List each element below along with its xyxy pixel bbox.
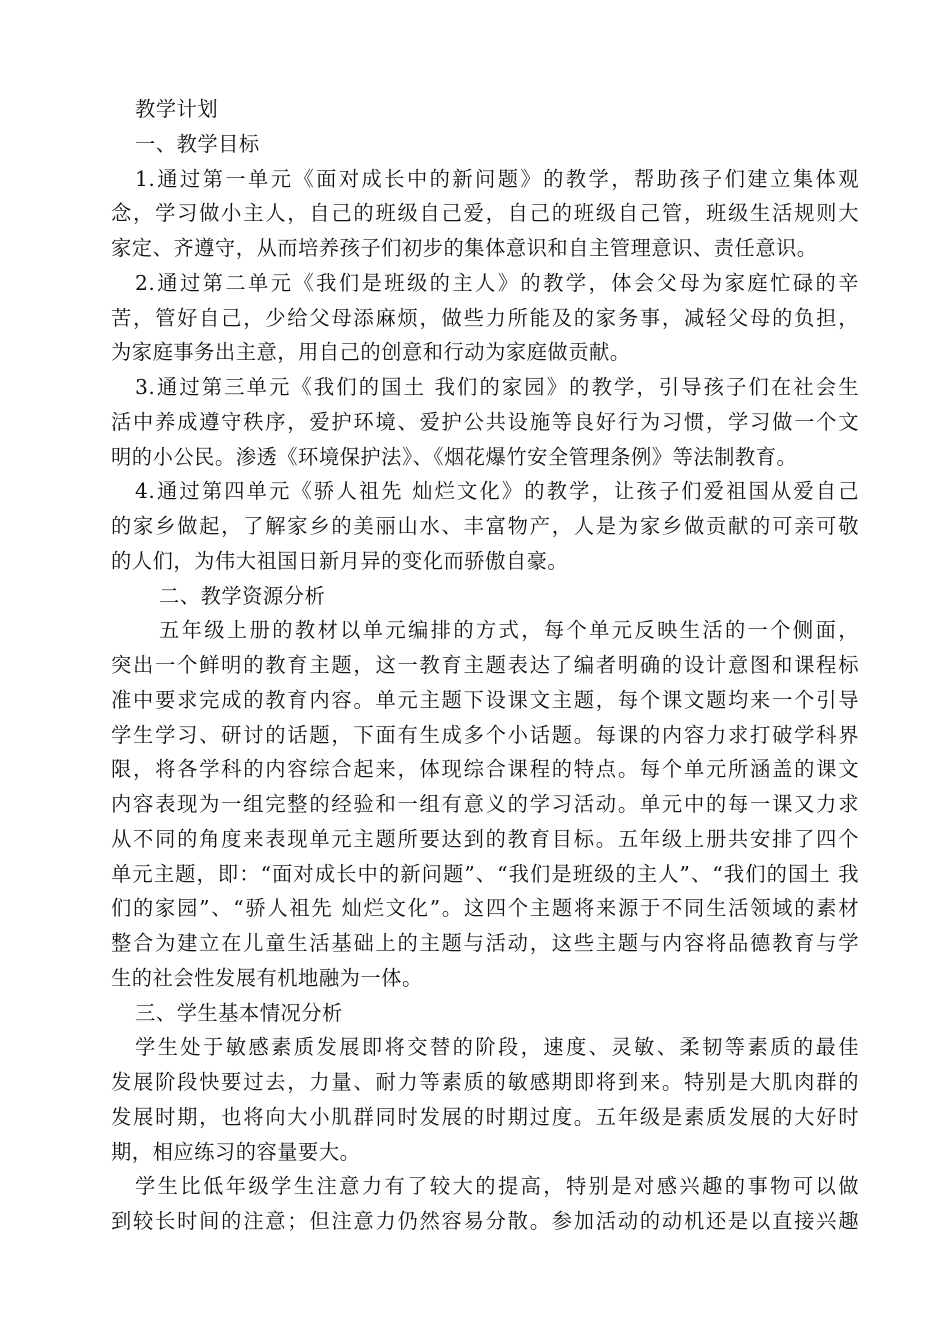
paragraph-line: 从不同的角度来表现单元主题所要达到的教育目标。五年级上册共安排了四个 (111, 826, 859, 851)
paragraph-line: 4.通过第四单元《骄人祖先 灿烂文化》的教学，让孩子们爱祖国从爱自己 (135, 479, 859, 504)
paragraph-line: 发展阶段快要过去，力量、耐力等素质的敏感期即将到来。特别是大肌肉群的 (111, 1070, 859, 1094)
paragraph-line: 学生学习、研讨的话题，下面有生成多个小话题。每课的内容力求打破学科界 (111, 722, 859, 747)
paragraph-line: 单元主题，即：“面对成长中的新问题”、“我们是班级的主人”、“我们的国土 我 (111, 861, 859, 886)
paragraph-line: 学生比低年级学生注意力有了较大的提高，特别是对感兴趣的事物可以做 (135, 1174, 859, 1199)
paragraph-line: 整合为建立在儿童生活基础上的主题与活动，这些主题与内容将品德教育与学 (111, 931, 859, 955)
paragraph-line: 发展时期，也将向大小肌群同时发展的时期过度。五年级是素质发展的大好时 (111, 1104, 859, 1129)
paragraph-line: 苦，管好自己，少给父母添麻烦，做些力所能及的家务事，减轻父母的负担， (111, 305, 859, 330)
section-heading-resources: 二、教学资源分析 (159, 583, 326, 608)
paragraph-line: 3.通过第三单元《我们的国土 我们的家园》的教学，引导孩子们在社会生 (135, 375, 859, 399)
document-body (111, 92, 859, 1239)
paragraph-line: 内容表现为一组完整的经验和一组有意义的学习活动。单元中的每一课又力求 (111, 792, 859, 816)
paragraph-line: 1.通过第一单元《面对成长中的新问题》的教学，帮助孩子们建立集体观 (135, 166, 859, 191)
section-heading-goals: 一、教学目标 (135, 131, 260, 156)
section-heading-students: 三、学生基本情况分析 (135, 1000, 343, 1025)
paragraph-line: 家定、齐遵守，从而培养孩子们初步的集体意识和自主管理意识、责任意识。 (111, 236, 818, 260)
paragraph-line: 念，学习做小主人，自己的班级自己爱，自己的班级自己管，班级生活规则大 (111, 201, 859, 226)
paragraph-line: 的家乡做起，了解家乡的美丽山水、丰富物产，人是为家乡做贡献的可亲可敬 (111, 514, 859, 538)
paragraph-line: 的人们，为伟大祖国日新月异的变化而骄傲自豪。 (111, 548, 569, 573)
paragraph-line: 准中要求完成的教育内容。单元主题下设课文主题，每个课文题均来一个引导 (111, 687, 859, 712)
paragraph-line: 学生处于敏感素质发展即将交替的阶段，速度、灵敏、柔韧等素质的最佳 (135, 1035, 859, 1060)
paragraph-line: 们的家园”、“骄人祖先 灿烂文化”。这四个主题将来源于不同生活领域的素材 (111, 896, 859, 921)
paragraph-line: 到较长时间的注意；但注意力仍然容易分散。参加活动的动机还是以直接兴趣 (111, 1209, 859, 1233)
paragraph-line: 明的小公民。渗透《环境保护法》、《烟花爆竹安全管理条例》等法制教育。 (111, 444, 798, 469)
paragraph-line: 生的社会性发展有机地融为一体。 (111, 965, 423, 990)
paragraph-line: 2.通过第二单元《我们是班级的主人》的教学，体会父母为家庭忙碌的辛 (135, 270, 859, 295)
paragraph-line: 限，将各学科的内容综合起来，体现综合课程的特点。每个单元所涵盖的课文 (111, 757, 859, 782)
paragraph-line: 五年级上册的教材以单元编排的方式，每个单元反映生活的一个侧面， (159, 618, 859, 643)
paragraph-line: 期，相应练习的容量要大。 (111, 1139, 361, 1164)
paragraph-line: 为家庭事务出主意，用自己的创意和行动为家庭做贡献。 (111, 340, 631, 365)
paragraph-line: 活中养成遵守秩序，爱护环境、爱护公共设施等良好行为习惯，学习做一个文 (111, 409, 859, 434)
paragraph-line: 突出一个鲜明的教育主题，这一教育主题表达了编者明确的设计意图和课程标 (111, 653, 859, 677)
document-title: 教学计划 (135, 97, 219, 121)
